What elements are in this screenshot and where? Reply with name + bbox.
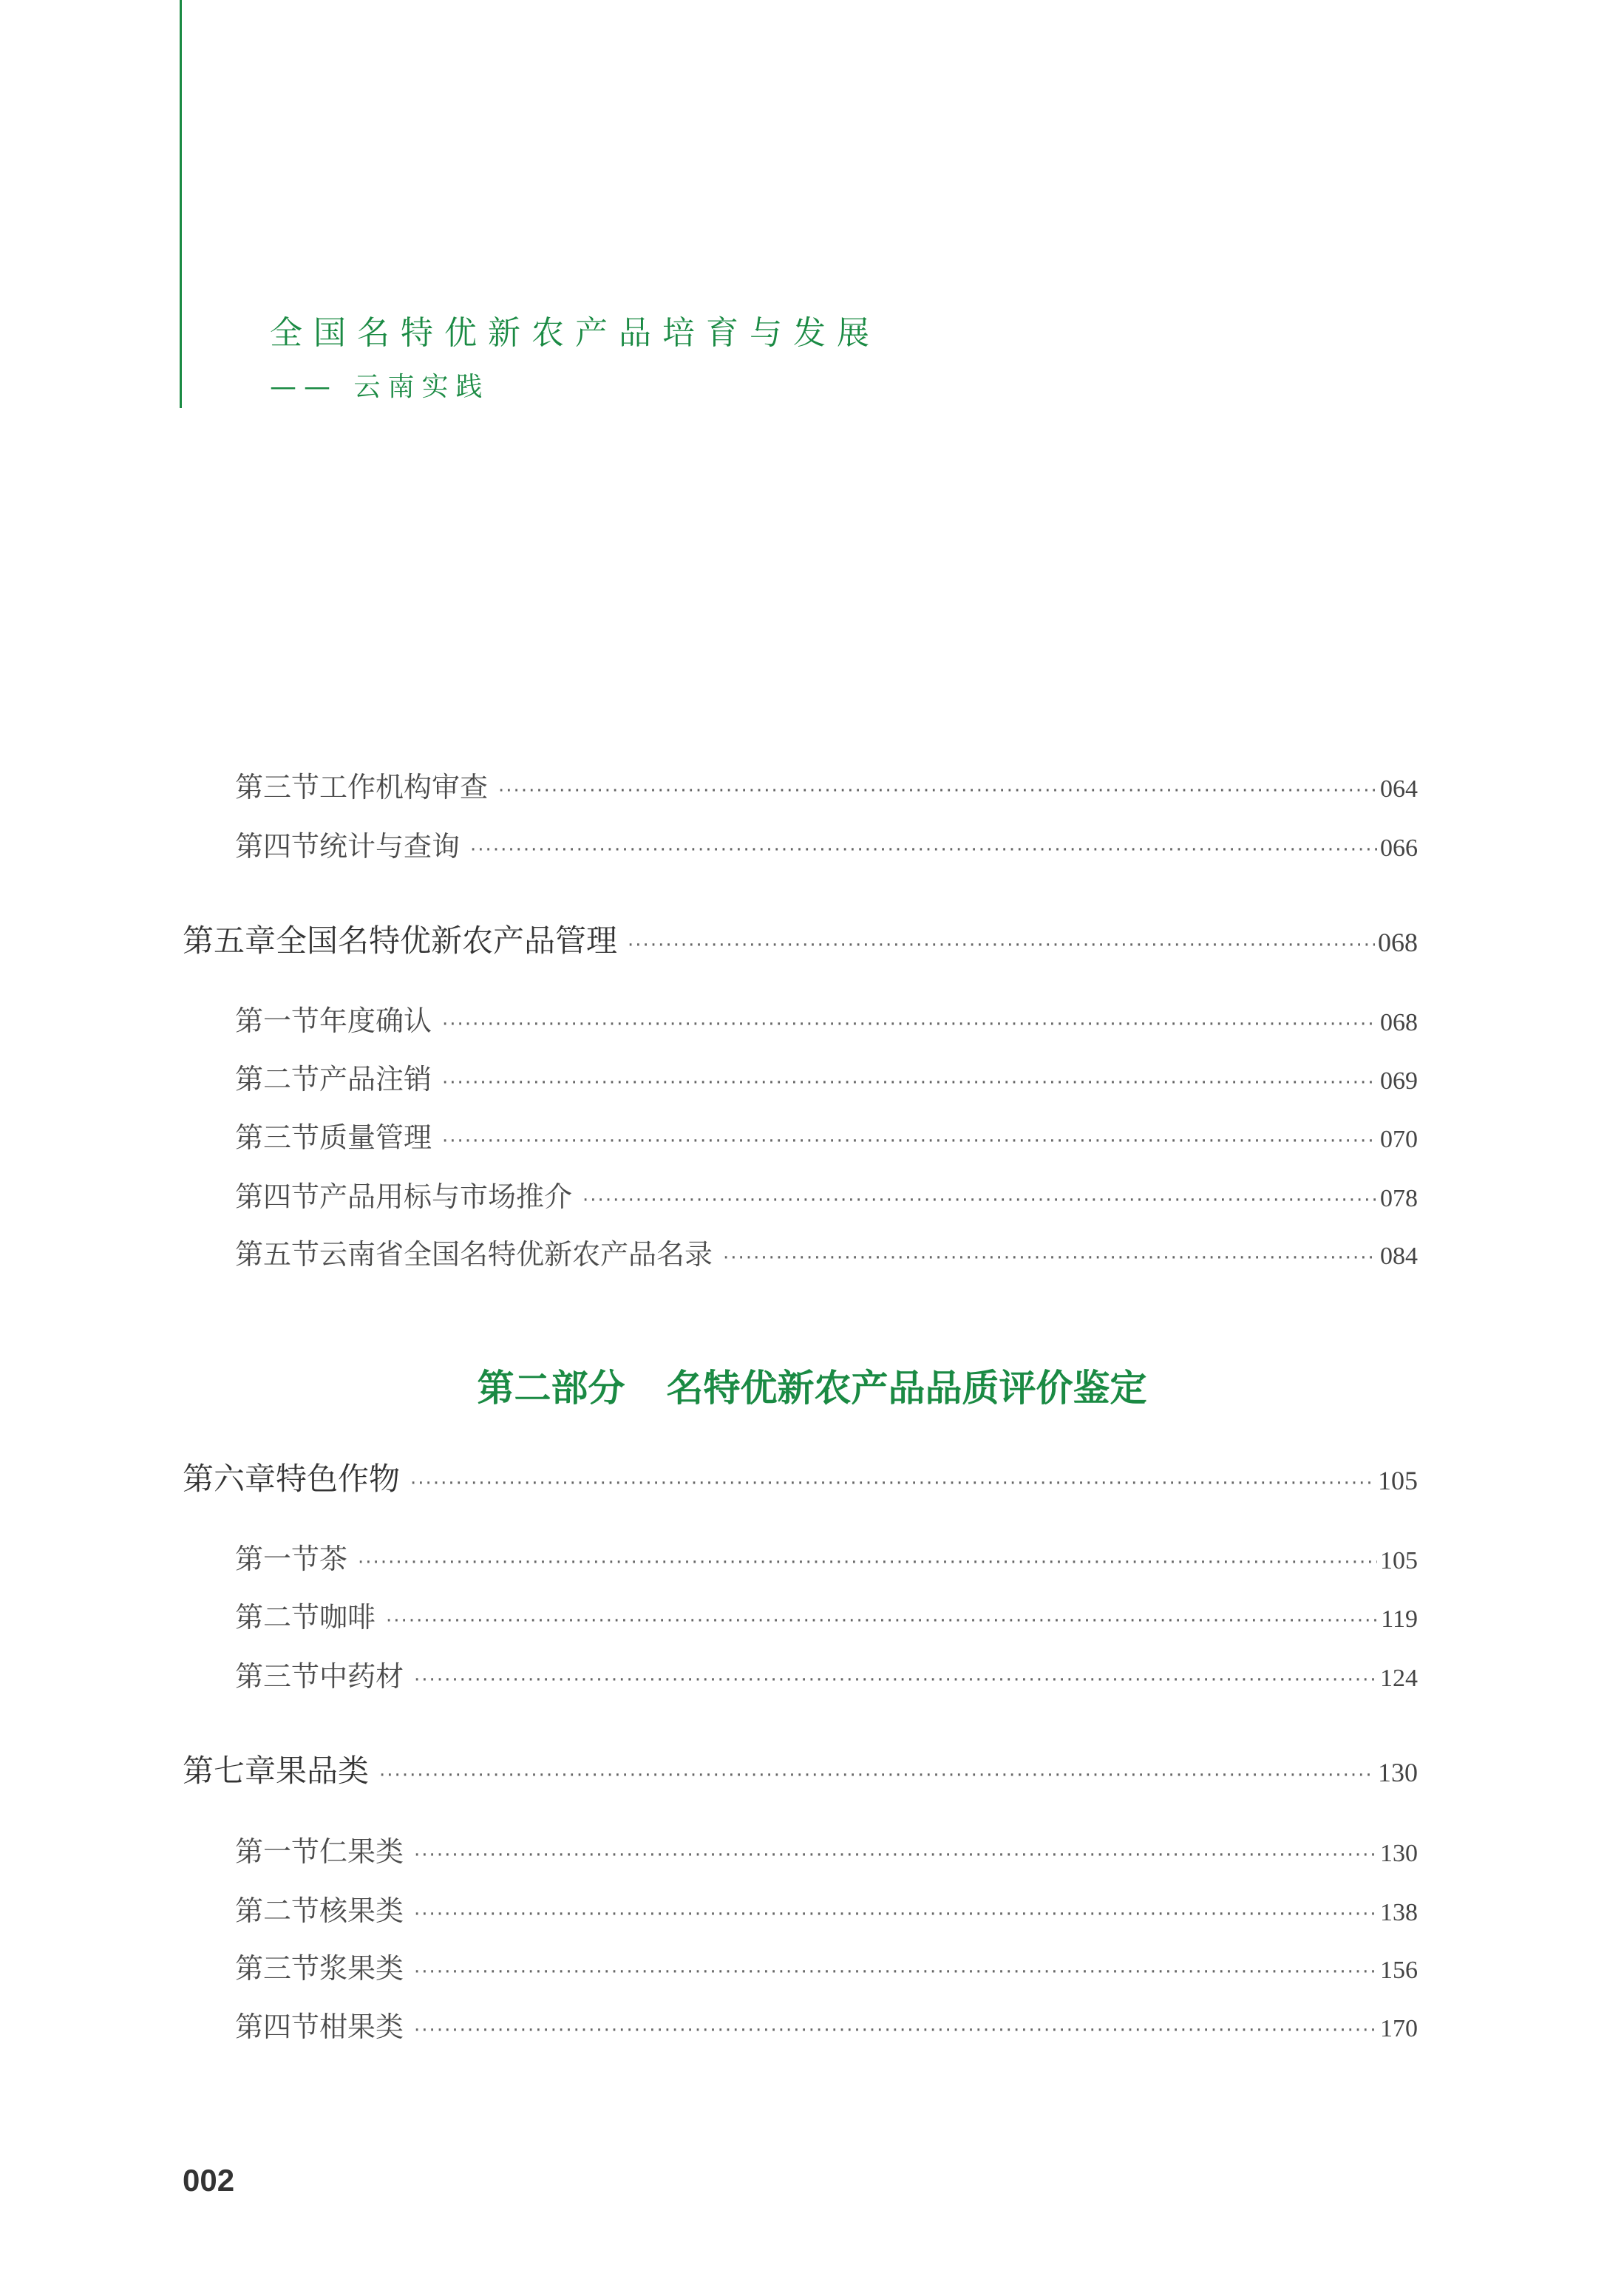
toc-entry-label: 第二节 (235, 1601, 320, 1634)
toc-entry-section[interactable] (235, 1654, 1418, 1694)
toc-entry-section[interactable] (235, 1946, 1418, 1986)
toc-entry-page: 105 (1380, 1547, 1418, 1574)
page-number: 002 (183, 2163, 235, 2198)
dot-leader (442, 1072, 1377, 1094)
toc-entry-page: 068 (1380, 1009, 1418, 1036)
toc-entry-label: 第七章 (183, 1753, 276, 1789)
toc-entry-label: 第五节 (235, 1238, 320, 1271)
toc-entry-label: 第一节 (235, 1005, 320, 1037)
toc-entry-section[interactable] (235, 1829, 1418, 1869)
toc-entry-label: 第一节 (235, 1835, 320, 1868)
toc-entry-label: 第三节 (235, 771, 320, 803)
toc-entry-label: 第一节 (235, 1543, 320, 1575)
toc-entry-title: 质量管理 (319, 1121, 432, 1154)
toc-entry-page: 066 (1380, 835, 1418, 862)
dot-leader (386, 1610, 1378, 1632)
toc-entry-page: 078 (1380, 1185, 1418, 1212)
toc-entry-title: 茶 (319, 1543, 348, 1575)
toc-entry-label: 第五章 (183, 922, 276, 959)
toc-entry-title: 工作机构审查 (319, 771, 489, 803)
dot-leader (414, 1961, 1377, 1983)
dot-leader (358, 1552, 1377, 1574)
toc-entry-title: 云南省全国名特优新农产品名录 (319, 1238, 713, 1271)
toc-entry-chapter[interactable] (183, 1747, 1418, 1791)
toc-entry-section[interactable] (235, 1536, 1418, 1577)
dot-leader (414, 1669, 1377, 1691)
toc-entry-title: 产品用标与市场推介 (319, 1180, 573, 1213)
part-title: 名特优新农产品品质评价鉴定 (666, 1367, 1147, 1410)
toc-entry-page: 156 (1380, 1957, 1418, 1984)
toc-entry-section[interactable] (235, 823, 1418, 864)
toc-entry-title: 产品注销 (319, 1063, 432, 1095)
dot-leader (414, 1844, 1377, 1866)
toc-entry-section[interactable] (235, 1231, 1418, 1272)
dot-leader (498, 780, 1377, 802)
dot-leader (414, 2019, 1377, 2042)
toc-entry-title: 咖啡 (319, 1601, 376, 1634)
dot-leader (379, 1764, 1375, 1787)
toc-entry-title: 浆果类 (319, 1952, 404, 1985)
toc-entry-section[interactable] (235, 1888, 1418, 1929)
toc-entry-label: 第四节 (235, 2011, 320, 2043)
toc-entry-page: 138 (1380, 1899, 1418, 1926)
toc-entry-page: 070 (1380, 1126, 1418, 1153)
toc-entry-title: 全国名特优新农产品管理 (276, 922, 618, 959)
toc-entry-title: 果品类 (276, 1753, 370, 1789)
toc-entry-page: 124 (1380, 1665, 1418, 1692)
toc-entry-section[interactable] (235, 998, 1418, 1039)
part-label: 第二部分 (477, 1367, 625, 1410)
toc-entry-page: 064 (1380, 775, 1418, 803)
dot-leader (470, 839, 1377, 861)
toc-entry-title: 中药材 (319, 1660, 404, 1693)
toc-entry-label: 第三节 (235, 1952, 320, 1985)
toc-entry-section[interactable] (235, 1056, 1418, 1097)
toc-entry-title: 年度确认 (319, 1005, 432, 1037)
running-header-subtitle: —— 云南实践 (270, 372, 490, 402)
part-heading[interactable] (0, 1359, 1624, 1412)
toc-entry-label: 第二节 (235, 1063, 320, 1095)
toc-entry-label: 第三节 (235, 1660, 320, 1693)
toc-entry-page: 084 (1380, 1243, 1418, 1270)
toc-entry-page: 130 (1380, 1840, 1418, 1867)
toc-entry-page: 069 (1380, 1067, 1418, 1095)
toc-entry-label: 第四节 (235, 830, 320, 863)
dot-leader (723, 1247, 1377, 1269)
toc-entry-chapter[interactable] (183, 917, 1418, 961)
toc-entry-section[interactable] (235, 2004, 1418, 2045)
dot-leader (582, 1189, 1377, 1212)
toc-entry-title: 核果类 (319, 1895, 404, 1927)
running-header-title: 全国名特优新农产品培育与发展 (270, 314, 880, 352)
toc-entry-title: 统计与查询 (319, 830, 461, 863)
toc-entry-label: 第二节 (235, 1895, 320, 1927)
toc-entry-title: 仁果类 (319, 1835, 404, 1868)
toc-entry-page: 105 (1378, 1466, 1418, 1495)
toc-entry-label: 第四节 (235, 1180, 320, 1213)
toc-entry-label: 第六章 (183, 1461, 276, 1497)
toc-entry-label: 第三节 (235, 1121, 320, 1154)
toc-entry-section[interactable] (235, 1594, 1418, 1635)
toc-entry-chapter[interactable] (183, 1455, 1418, 1499)
toc-entry-page: 130 (1378, 1758, 1418, 1787)
dot-leader (410, 1472, 1375, 1495)
toc-entry-section[interactable] (235, 1174, 1418, 1214)
dot-leader (628, 934, 1375, 956)
toc-entry-page: 068 (1378, 928, 1418, 957)
toc-entry-title: 特色作物 (276, 1461, 401, 1497)
toc-entry-section[interactable] (235, 764, 1418, 805)
toc-entry-page: 119 (1381, 1605, 1418, 1633)
toc-entry-section[interactable] (235, 1115, 1418, 1155)
toc-entry-page: 170 (1380, 2015, 1418, 2042)
dot-leader (414, 1903, 1377, 1926)
dot-leader (442, 1013, 1377, 1036)
toc-entry-title: 柑果类 (319, 2011, 404, 2043)
dot-leader (442, 1130, 1377, 1152)
